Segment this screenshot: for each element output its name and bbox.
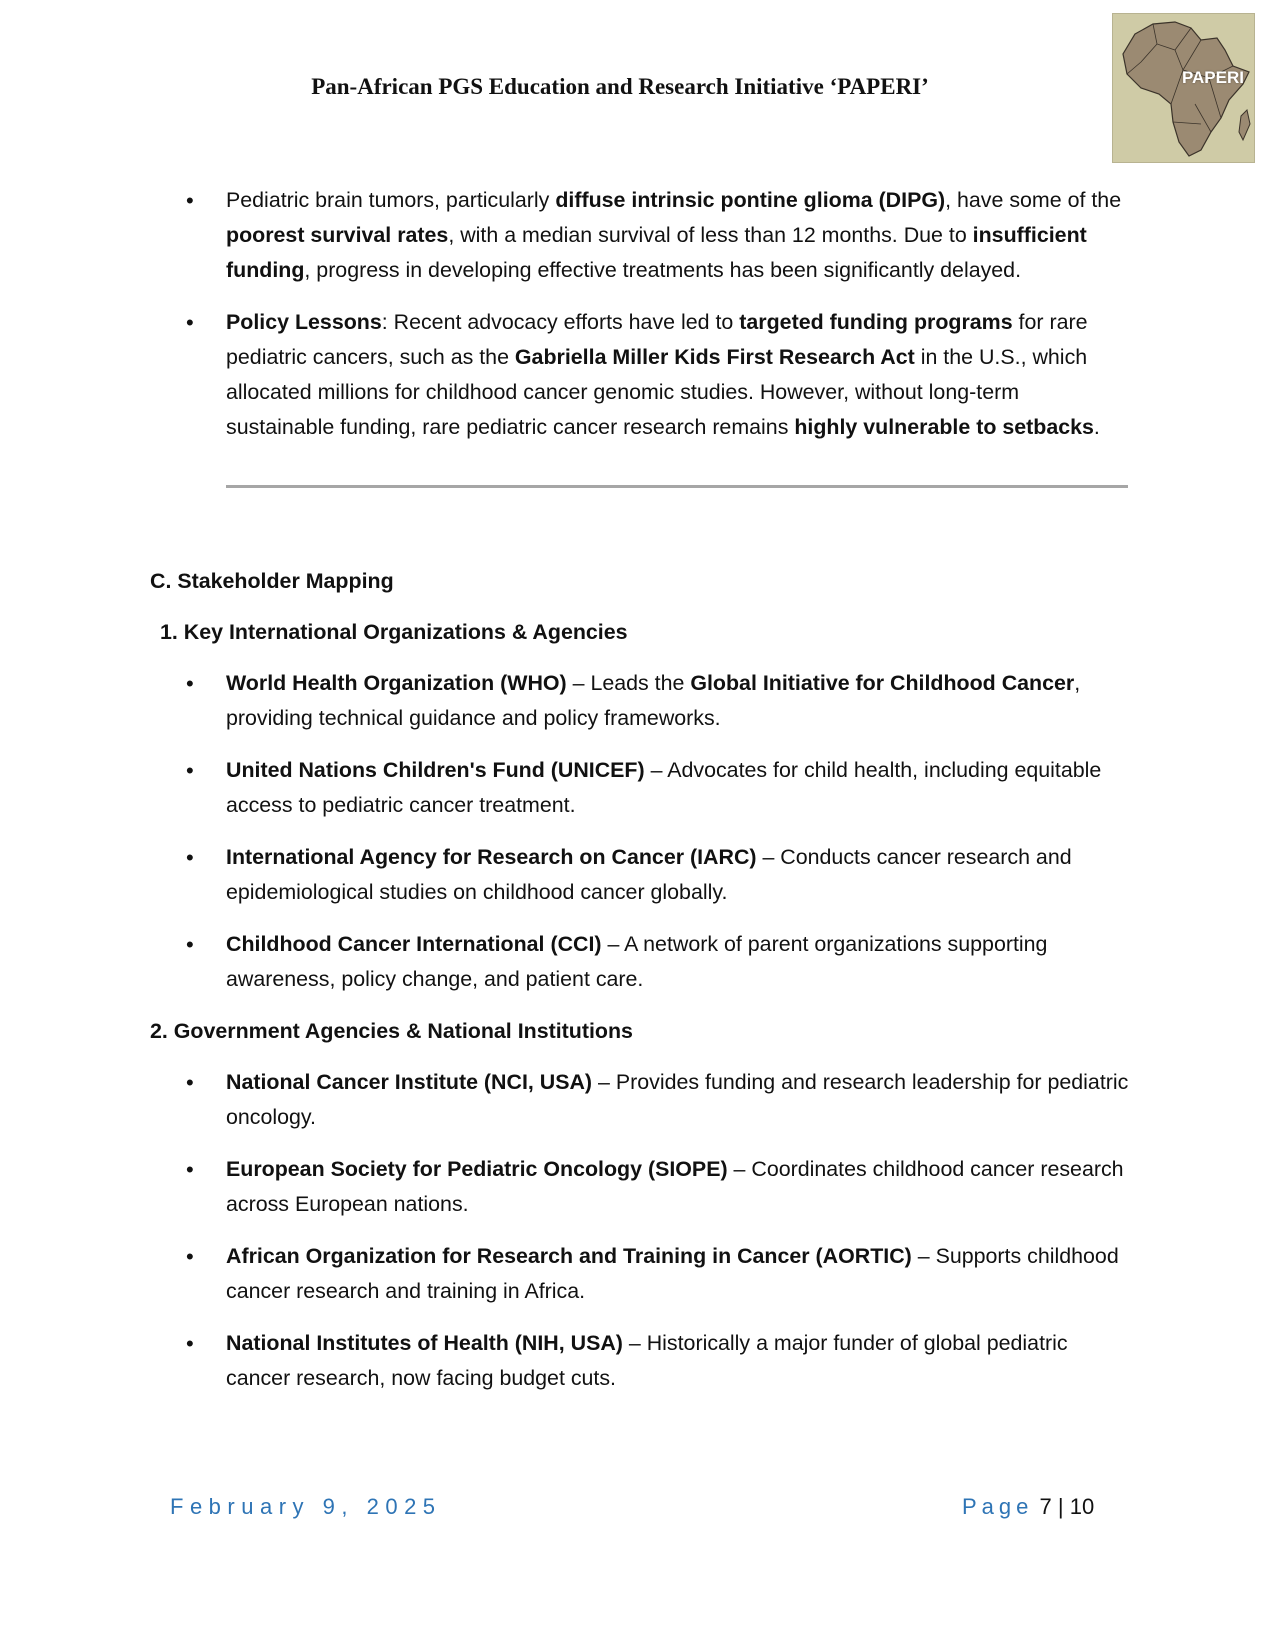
bold-text: United Nations Children's Fund (UNICEF) <box>226 758 645 782</box>
bold-text: Policy Lessons <box>226 310 382 334</box>
list-item <box>150 840 1130 910</box>
page-separator: | <box>1057 1494 1064 1519</box>
subsection-heading-international: 1. Key International Organizations & Agencies <box>160 620 628 644</box>
text-segment: – A network of parent organizations supporting awareness, policy change, and patient care. <box>226 932 1048 991</box>
page-total: 10 <box>1069 1494 1095 1519</box>
bold-text: Childhood Cancer International (CCI) <box>226 932 602 956</box>
text-segment: in the U.S., which allocated millions for childhood cancer genomic studies. However, without long-term sustainable funding, rare pediatric cancer research remains <box>226 345 1088 439</box>
text-segment: – Advocates for child health, including equitable access to pediatric cancer treatment. <box>226 758 1102 817</box>
text-segment: , have some of the <box>945 188 1122 212</box>
text-segment: Pediatric brain tumors, particularly <box>226 188 556 212</box>
footer-date: February 9, 2025 <box>170 1494 442 1519</box>
list-item <box>150 753 1130 823</box>
logo-label: PAPERI <box>1181 68 1244 87</box>
text-segment: – Leads the <box>566 671 691 695</box>
bold-text: National Institutes of Health (NIH, USA) <box>226 1331 623 1355</box>
text-segment: for rare pediatric cancers, such as the <box>226 310 1088 369</box>
horizontal-divider <box>226 485 1128 488</box>
bold-text: highly vulnerable to setbacks <box>794 415 1094 439</box>
international-organizations-list <box>150 666 1130 997</box>
list-item <box>150 1326 1130 1396</box>
bold-text: Gabriella Miller Kids First Research Act <box>514 345 915 369</box>
bold-text: insufficient funding <box>226 223 1087 282</box>
text-segment: , with a median survival of less than 12 months. Due to <box>448 223 973 247</box>
bold-text: African Organization for Research and Training in Cancer (AORTIC) <box>226 1244 912 1268</box>
footer-page-number <box>962 1494 1094 1520</box>
bold-text: poorest survival rates <box>226 223 449 247</box>
bold-text: targeted funding programs <box>739 310 1013 334</box>
bold-text: European Society for Pediatric Oncology (SIOPE) <box>226 1157 728 1181</box>
page-content <box>150 183 1130 1413</box>
text-segment: , progress in developing effective treatments has been significantly delayed. <box>304 258 1022 282</box>
bold-text: diffuse intrinsic pontine glioma (DIPG) <box>555 188 946 212</box>
list-item <box>150 1065 1130 1135</box>
list-item <box>150 927 1130 997</box>
list-item <box>150 183 1130 288</box>
document-header-title: Pan-African PGS Education and Research Initiative ‘PAPERI’ <box>311 74 929 99</box>
text-segment: – Coordinates childhood cancer research across European nations. <box>226 1157 1124 1216</box>
list-item <box>150 1152 1130 1222</box>
list-item <box>150 666 1130 736</box>
text-segment: – Historically a major funder of global pediatric cancer research, now facing budget cuts. <box>226 1331 1068 1390</box>
text-segment: – Provides funding and research leadership for pediatric oncology. <box>226 1070 1129 1129</box>
list-item <box>150 305 1130 445</box>
africa-map-icon <box>1113 14 1255 163</box>
government-agencies-list <box>150 1065 1130 1396</box>
subsection-heading-government: 2. Government Agencies & National Institutions <box>150 1019 633 1043</box>
text-segment: – Supports childhood cancer research and training in Africa. <box>226 1244 1119 1303</box>
list-item <box>150 1239 1130 1309</box>
bold-text: Global Initiative for Childhood Cancer <box>690 671 1075 695</box>
page-label: Page <box>962 1494 1034 1519</box>
bold-text: National Cancer Institute (NCI, USA) <box>226 1070 593 1094</box>
text-segment: : Recent advocacy efforts have led to <box>381 310 740 334</box>
bold-text: World Health Organization (WHO) <box>226 671 567 695</box>
text-segment: , providing technical guidance and policy frameworks. <box>226 671 1081 730</box>
intro-bullet-list <box>150 183 1130 445</box>
section-heading: C. Stakeholder Mapping <box>150 569 394 593</box>
text-segment: . <box>1093 415 1100 439</box>
text-segment: – Conducts cancer research and epidemiological studies on childhood cancer globally. <box>226 845 1072 904</box>
page-current: 7 <box>1039 1494 1052 1519</box>
bold-text: International Agency for Research on Cancer (IARC) <box>226 845 757 869</box>
paperi-logo <box>1112 13 1255 163</box>
